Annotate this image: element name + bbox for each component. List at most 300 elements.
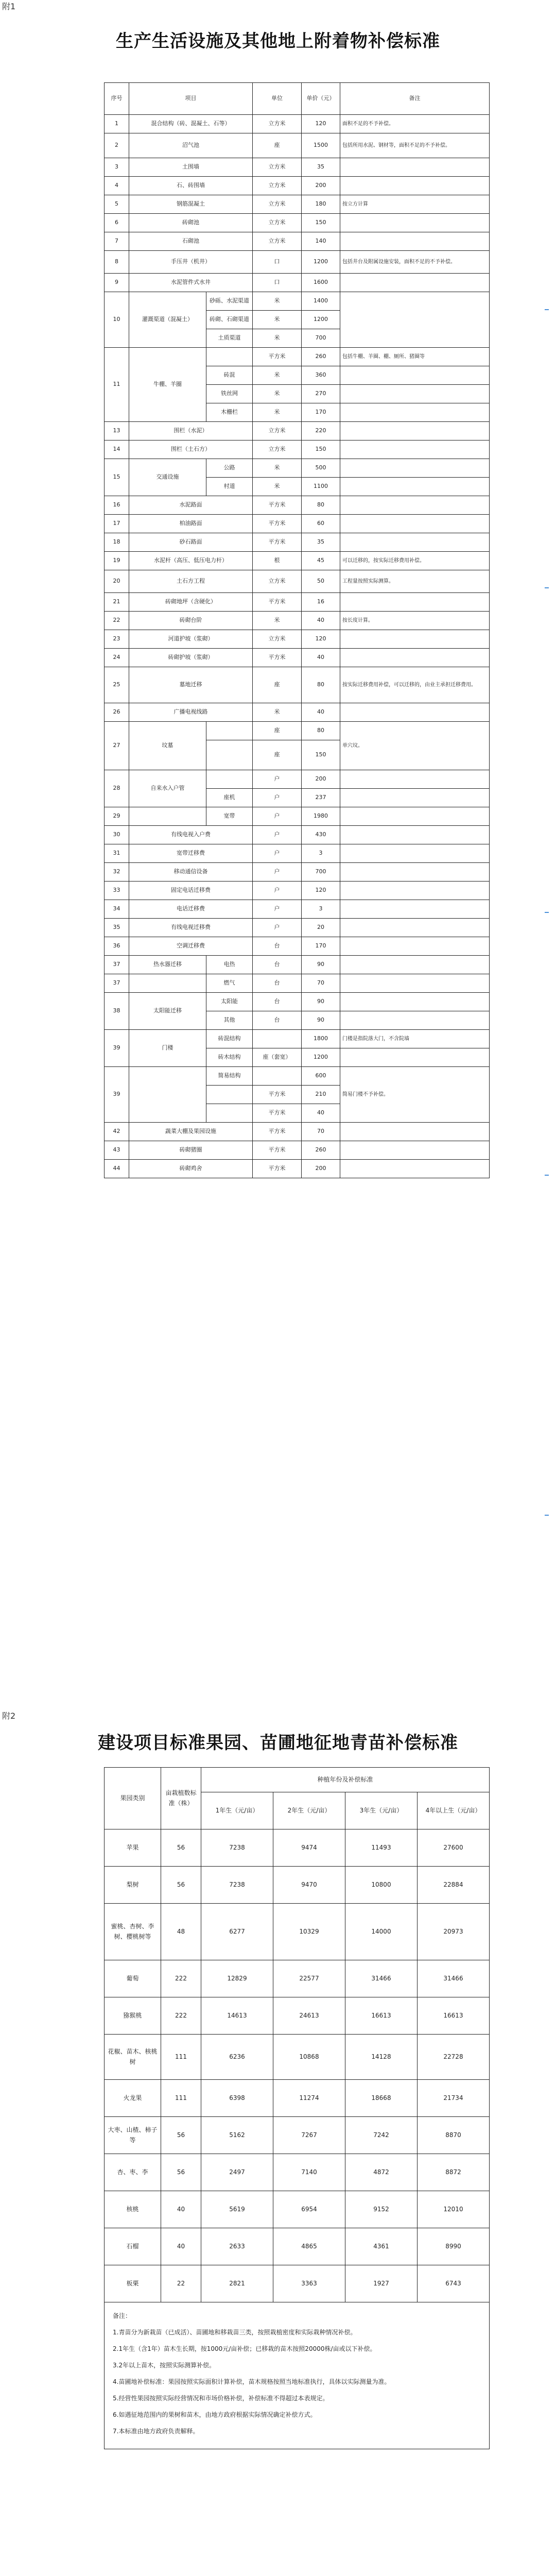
table-cell: 7140	[273, 2154, 345, 2191]
table-row	[105, 177, 490, 195]
table-cell: 固定电话迁移费	[129, 882, 253, 900]
table-cell: 钢筋混凝土	[129, 195, 253, 214]
table-cell: 米	[253, 385, 302, 403]
table-cell	[340, 1141, 490, 1160]
orchard-type-cell: 花椒、苗木、核桃树	[105, 2035, 161, 2080]
table-cell: 包括牛棚、羊圈、棚、厕所、猪圈等	[340, 348, 490, 366]
table-cell: 33	[105, 882, 129, 900]
table-cell: 石、砖围墙	[129, 177, 253, 195]
table-cell: 28	[105, 770, 129, 807]
table-cell: 立方米	[253, 115, 302, 133]
table-row	[105, 993, 490, 1011]
table-cell: 210	[302, 1086, 340, 1104]
table-cell: 22	[161, 2265, 201, 2302]
table-row	[105, 882, 490, 900]
table-cell: 700	[302, 863, 340, 882]
appendix-2-title: 建设项目标准果园、苗圃地征地青苗补偿标准	[98, 1733, 458, 1753]
table-cell: 户	[253, 807, 302, 826]
table-cell: 200	[302, 770, 340, 789]
table-cell	[340, 770, 490, 789]
table-cell: 柏油路面	[129, 515, 253, 533]
table-cell	[340, 974, 490, 993]
table-cell	[340, 807, 490, 826]
table-cell: 8990	[418, 2228, 490, 2265]
table-cell	[340, 158, 490, 177]
table-row	[105, 1997, 490, 2035]
note-item: 1.青苗分为新栽苗（已成活）、苗圃地和移栽苗三类，按照栽植密度和实际栽种情况补偿。	[113, 2329, 357, 2336]
table-cell: 22577	[273, 1960, 345, 1997]
table-cell: 10	[105, 292, 129, 348]
table-cell: 座	[253, 133, 302, 158]
table-cell: 1927	[345, 2265, 418, 2302]
table-cell: 户	[253, 844, 302, 863]
table-cell: 平方米	[253, 533, 302, 552]
table-cell: 7267	[273, 2117, 345, 2154]
note-item: 7.本标准由地方政府负责解释。	[113, 2428, 199, 2435]
table-cell	[340, 403, 490, 422]
table-cell	[340, 515, 490, 533]
table-cell: 燃气	[206, 974, 253, 993]
table-cell: 6236	[201, 2035, 273, 2080]
notes-row	[105, 2302, 490, 2449]
table-cell: 260	[302, 1141, 340, 1160]
table-cell: 27	[105, 722, 129, 770]
table-cell: 按立方计算	[340, 195, 490, 214]
table-cell: 150	[302, 440, 340, 459]
note-item: 5.经营性果园按照实际经营情况和市场价格补偿，补偿标准不得超过本表规定。	[113, 2395, 329, 2402]
table-cell: 26	[105, 703, 129, 722]
table-cell: 5162	[201, 2117, 273, 2154]
table-cell: 21	[105, 593, 129, 612]
table-cell: 门楼	[129, 1030, 206, 1067]
table-cell	[340, 274, 490, 292]
table-cell: 1980	[302, 807, 340, 826]
table-cell: 5	[105, 195, 129, 214]
table-cell: 立方米	[253, 214, 302, 232]
header-cell: 单价（元）	[302, 83, 340, 115]
table-cell: 80	[302, 496, 340, 515]
table-cell: 台	[253, 1011, 302, 1030]
table-cell: 40	[161, 2191, 201, 2228]
table-cell	[340, 863, 490, 882]
table-cell: 砖砌地坪（含硬化）	[129, 593, 253, 612]
table-cell: 宽带迁移费	[129, 844, 253, 863]
table-cell: 土围墙	[129, 158, 253, 177]
table-cell: 立方米	[253, 195, 302, 214]
appendix-1-title: 生产生活设施及其他地上附着物补偿标准	[116, 31, 440, 52]
table-cell: 简易结构	[206, 1067, 253, 1086]
orchard-type-cell: 石榴	[105, 2228, 161, 2265]
table-cell: 电热	[206, 956, 253, 974]
table-cell: 13	[105, 422, 129, 440]
table-cell: 砖砌池	[129, 214, 253, 232]
table-cell	[340, 422, 490, 440]
table-cell: 12829	[201, 1960, 273, 1997]
table-cell: 8	[105, 251, 129, 274]
table-cell: 台	[253, 974, 302, 993]
table-cell: 平方米	[253, 1141, 302, 1160]
table-cell: 18	[105, 533, 129, 552]
table-cell: 120	[302, 882, 340, 900]
table-cell: 3	[302, 844, 340, 863]
table-cell: 砖砌、石砌渠道	[206, 311, 253, 329]
table-cell: 180	[302, 195, 340, 214]
orchard-type-cell: 大枣、山楂、柿子等	[105, 2117, 161, 2154]
table-cell: 56	[161, 1867, 201, 1904]
table-cell: 座	[253, 667, 302, 703]
table-cell	[340, 593, 490, 612]
table-cell: 430	[302, 826, 340, 844]
table-cell: 米	[253, 459, 302, 478]
header-cell: 果园类别	[105, 1768, 161, 1829]
table-row	[105, 274, 490, 292]
orchard-type-cell: 火龙果	[105, 2080, 161, 2117]
table-cell: 35	[302, 533, 340, 552]
table-cell: 44	[105, 1160, 129, 1178]
table-cell: 14128	[345, 2035, 418, 2080]
table-cell: 70	[302, 974, 340, 993]
margin-marker	[545, 587, 549, 588]
table-row	[105, 533, 490, 552]
table-cell: 水泥路面	[129, 496, 253, 515]
table-cell	[340, 956, 490, 974]
table-cell: 40	[302, 1104, 340, 1123]
table-cell	[206, 770, 253, 789]
table-cell: 1500	[302, 133, 340, 158]
table-cell: 40	[302, 649, 340, 667]
table-cell	[206, 348, 253, 366]
table-cell: 270	[302, 385, 340, 403]
table-cell: 4361	[345, 2228, 418, 2265]
table-cell: 平方米	[253, 649, 302, 667]
table-cell: 3	[105, 158, 129, 177]
table-cell: 座	[253, 740, 302, 770]
table-row	[105, 214, 490, 232]
table-cell: 立方米	[253, 630, 302, 649]
table-cell: 700	[302, 329, 340, 348]
table-cell: 口	[253, 274, 302, 292]
table-cell	[340, 649, 490, 667]
table-row	[105, 900, 490, 919]
table-cell: 围栏（水泥）	[129, 422, 253, 440]
table-cell	[340, 385, 490, 403]
table-row	[105, 1030, 490, 1048]
table-cell: 20973	[418, 1904, 490, 1960]
table-cell: 6954	[273, 2191, 345, 2228]
table-cell: 台	[253, 937, 302, 956]
table-cell	[340, 1123, 490, 1141]
table-cell: 座机	[206, 789, 253, 807]
orchard-type-cell: 猕猴桃	[105, 1997, 161, 2035]
table-cell: 40	[302, 612, 340, 630]
table-cell: 立方米	[253, 158, 302, 177]
table-row	[105, 593, 490, 612]
table-cell: 座（套宽）	[253, 1048, 302, 1067]
table-cell: 其他	[206, 1011, 253, 1030]
table-cell: 户	[253, 863, 302, 882]
table-cell	[129, 807, 206, 826]
table-cell: 80	[302, 667, 340, 703]
table-cell: 平方米	[253, 593, 302, 612]
table-cell: 17	[105, 515, 129, 533]
table-cell: 砖砌台阶	[129, 612, 253, 630]
orchard-type-cell: 梨树	[105, 1867, 161, 1904]
table-cell: 16613	[345, 1997, 418, 2035]
header-cell: 2年生（元/亩）	[273, 1792, 345, 1829]
table-row	[105, 649, 490, 667]
table-cell: 蔬菜大棚及果园设施	[129, 1123, 253, 1141]
orchard-type-cell: 杏、枣、李	[105, 2154, 161, 2191]
table-cell: 22728	[418, 2035, 490, 2080]
table-cell: 户	[253, 900, 302, 919]
table-cell: 砂石路面	[129, 533, 253, 552]
table-cell	[340, 177, 490, 195]
table-cell: 6398	[201, 2080, 273, 2117]
table-cell: 根	[253, 552, 302, 570]
header-cell: 4年以上生（元/亩）	[418, 1792, 490, 1829]
notes-title: 备注：	[113, 2312, 132, 2319]
table-cell: 土石方工程	[129, 570, 253, 593]
table-row	[105, 1160, 490, 1178]
table-cell	[340, 366, 490, 385]
table-cell: 户	[253, 770, 302, 789]
table-cell: 34	[105, 900, 129, 919]
table-cell: 8870	[418, 2117, 490, 2154]
table-cell	[206, 722, 253, 740]
table-cell: 包括井台及附属设施安装，面积不足的不予补偿。	[340, 251, 490, 274]
table-cell: 24	[105, 649, 129, 667]
table-cell: 米	[253, 311, 302, 329]
table-cell: 14	[105, 440, 129, 459]
orchard-type-cell: 苹果	[105, 1829, 161, 1867]
table-cell: 座	[253, 722, 302, 740]
table-cell: 木栅栏	[206, 403, 253, 422]
table-cell: 坟墓	[129, 722, 206, 770]
orchard-type-cell: 核桃	[105, 2191, 161, 2228]
table-cell: 平方米	[253, 1086, 302, 1104]
table-cell: 自来水入户管	[129, 770, 206, 807]
table-cell: 48	[161, 1904, 201, 1960]
table-cell: 立方米	[253, 177, 302, 195]
table-cell: 170	[302, 937, 340, 956]
table-cell: 56	[161, 2117, 201, 2154]
table-row	[105, 1829, 490, 1867]
table-cell: 31466	[345, 1960, 418, 1997]
table-cell: 32	[105, 863, 129, 882]
table-cell: 平方米	[253, 1123, 302, 1141]
margin-marker	[545, 1175, 549, 1176]
table-cell: 3363	[273, 2265, 345, 2302]
table-cell: 热水器迁移	[129, 956, 206, 974]
table-cell	[340, 1160, 490, 1178]
table-cell: 16	[105, 496, 129, 515]
table-row	[105, 422, 490, 440]
table-cell: 工程量按照实际测算。	[340, 570, 490, 593]
header-cell: 1年生（元/亩）	[201, 1792, 273, 1829]
table-cell: 111	[161, 2080, 201, 2117]
table-row	[105, 133, 490, 158]
table-row	[105, 703, 490, 722]
table-cell: 1200	[302, 1048, 340, 1067]
table-cell: 平方米	[253, 1160, 302, 1178]
header-cell: 3年生（元/亩）	[345, 1792, 418, 1829]
table-cell	[340, 937, 490, 956]
table-cell: 空调迁移费	[129, 937, 253, 956]
table-cell: 米	[253, 329, 302, 348]
table-cell: 米	[253, 366, 302, 385]
table-cell: 台	[253, 956, 302, 974]
table-cell: 1100	[302, 478, 340, 496]
table-row	[105, 348, 490, 366]
table-cell: 平方米	[253, 1104, 302, 1123]
table-cell: 米	[253, 292, 302, 311]
table-row	[105, 232, 490, 251]
table-cell: 石砌池	[129, 232, 253, 251]
table-row	[105, 956, 490, 974]
table-cell: 电话迁移费	[129, 900, 253, 919]
table-cell: 口	[253, 251, 302, 274]
table-row	[105, 937, 490, 956]
table-cell: 9470	[273, 1867, 345, 1904]
note-item: 6.如遇征地范围内的果树和苗木，由地方政府根据实际情况确定补偿方式。	[113, 2411, 317, 2418]
table-cell	[340, 630, 490, 649]
table-row	[105, 496, 490, 515]
table-cell: 170	[302, 403, 340, 422]
table-row	[105, 251, 490, 274]
table-cell: 2821	[201, 2265, 273, 2302]
table-cell: 39	[105, 1030, 129, 1067]
table-cell: 村道	[206, 478, 253, 496]
table-row	[105, 2080, 490, 2117]
table-cell: 3	[302, 900, 340, 919]
table-cell	[253, 1030, 302, 1048]
table-cell	[206, 1086, 253, 1104]
table-cell: 7	[105, 232, 129, 251]
table-cell: 120	[302, 630, 340, 649]
notes-cell	[105, 2302, 490, 2449]
table-cell: 260	[302, 348, 340, 366]
table-cell: 200	[302, 177, 340, 195]
table-cell: 11	[105, 348, 129, 422]
table-row	[105, 515, 490, 533]
table-cell: 40	[161, 2228, 201, 2265]
table-cell: 56	[161, 1829, 201, 1867]
table-row	[105, 570, 490, 593]
table-cell: 平方米	[253, 515, 302, 533]
table-cell: 90	[302, 1011, 340, 1030]
table-cell: 7238	[201, 1829, 273, 1867]
appendix-2-label: 附2	[2, 1711, 16, 1721]
table-cell: 56	[161, 2154, 201, 2191]
table-cell	[340, 703, 490, 722]
table-cell: 立方米	[253, 232, 302, 251]
table-cell: 22884	[418, 1867, 490, 1904]
table-cell: 27600	[418, 1829, 490, 1867]
table-cell: 90	[302, 993, 340, 1011]
table-row	[105, 459, 490, 478]
table-cell: 包括所用水泥、钢材等，面积不足的不予补偿。	[340, 133, 490, 158]
table-row	[105, 722, 490, 740]
table-cell: 50	[302, 570, 340, 593]
header-cell: 亩栽植数标准（株）	[161, 1768, 201, 1829]
header-cell: 序号	[105, 83, 129, 115]
header-cell: 种植年份及补偿标准	[201, 1768, 490, 1792]
table-cell: 16	[302, 593, 340, 612]
table-cell: 20	[105, 570, 129, 593]
table-cell	[340, 1011, 490, 1030]
table-row	[105, 2191, 490, 2228]
table-cell: 16613	[418, 1997, 490, 2035]
table-cell: 20	[302, 919, 340, 937]
table-cell: 混合结构（砖、混凝土、石等）	[129, 115, 253, 133]
table-cell	[340, 292, 490, 348]
table-cell: 237	[302, 789, 340, 807]
table-cell: 10868	[273, 2035, 345, 2080]
table-cell: 1600	[302, 274, 340, 292]
table-cell: 户	[253, 882, 302, 900]
table-cell: 4	[105, 177, 129, 195]
margin-marker	[545, 1515, 549, 1516]
table-cell: 米	[253, 612, 302, 630]
table-cell: 米	[253, 703, 302, 722]
table-cell: 8872	[418, 2154, 490, 2191]
table-cell: 户	[253, 919, 302, 937]
table-cell	[206, 740, 253, 770]
table-row	[105, 2154, 490, 2191]
table-cell: 可以迁移的，按实际迁移费用补偿。	[340, 552, 490, 570]
table-row	[105, 1123, 490, 1141]
header-cell: 项目	[129, 83, 253, 115]
table-cell: 河道护坡（浆砌）	[129, 630, 253, 649]
table-cell	[340, 919, 490, 937]
margin-marker	[545, 912, 549, 913]
table-cell: 沼气池	[129, 133, 253, 158]
table-cell: 砖砌护坡（浆砌）	[129, 649, 253, 667]
table-cell: 单穴坟。	[340, 722, 490, 770]
table-cell: 2633	[201, 2228, 273, 2265]
table-row	[105, 195, 490, 214]
table-cell: 600	[302, 1067, 340, 1086]
table-row	[105, 863, 490, 882]
table-cell: 简易门楼不予补偿。	[340, 1067, 490, 1123]
table-cell: 手压井（机井）	[129, 251, 253, 274]
table-cell: 140	[302, 232, 340, 251]
table-cell: 有线电视迁移费	[129, 919, 253, 937]
table-cell: 移动通信设备	[129, 863, 253, 882]
table-cell	[340, 900, 490, 919]
table-cell: 6743	[418, 2265, 490, 2302]
table-cell: 7238	[201, 1867, 273, 1904]
table-cell: 1400	[302, 292, 340, 311]
table-cell: 30	[105, 826, 129, 844]
table-cell: 水泥杆（高压、低压电力杆）	[129, 552, 253, 570]
table-cell: 360	[302, 366, 340, 385]
table-row	[105, 667, 490, 703]
table-cell: 80	[302, 722, 340, 740]
table-cell: 6277	[201, 1904, 273, 1960]
table-cell: 砖混	[206, 366, 253, 385]
table-cell: 1	[105, 115, 129, 133]
table-cell	[340, 496, 490, 515]
table-header-row	[105, 83, 490, 115]
header-cell: 单位	[253, 83, 302, 115]
table-cell	[340, 533, 490, 552]
table-cell: 2497	[201, 2154, 273, 2191]
table-cell: 11493	[345, 1829, 418, 1867]
table-row	[105, 826, 490, 844]
table-cell: 120	[302, 115, 340, 133]
table-cell: 7242	[345, 2117, 418, 2154]
